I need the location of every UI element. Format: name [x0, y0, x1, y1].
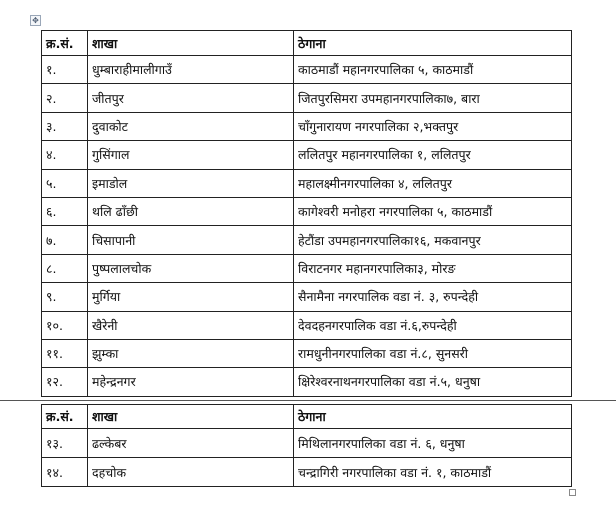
table-row: [42, 339, 572, 367]
table-row: [42, 226, 572, 254]
address-cell[interactable]: चाँगुनारायण नगरपालिका २,भक्तपुर: [294, 112, 572, 140]
branch-header[interactable]: शाखा: [88, 405, 294, 429]
serial-cell[interactable]: ६.: [42, 197, 88, 225]
branch-cell[interactable]: खैरेनी: [88, 311, 294, 339]
branch-cell[interactable]: पुष्पलालचोक: [88, 254, 294, 282]
branch-cell[interactable]: थलि ढाँछी: [88, 197, 294, 225]
address-cell[interactable]: चन्द्रागिरी नगरपालिका वडा नं. १, काठमाडौं: [294, 458, 572, 487]
branch-header[interactable]: शाखा: [88, 31, 294, 56]
branch-table: [41, 30, 572, 397]
address-cell[interactable]: सैनामैना नगरपालिक वडा नं. ३, रुपन्देही: [294, 283, 572, 311]
address-cell[interactable]: ललितपुर महानगरपालिका १, ललितपुर: [294, 141, 572, 169]
address-cell[interactable]: जितपुरसिमरा उपमहानगरपालिका७, बारा: [294, 84, 572, 112]
branch-cell[interactable]: जीतपुर: [88, 84, 294, 112]
address-cell[interactable]: मिथिलानगरपालिका वडा नं. ६, धनुषा: [294, 429, 572, 458]
branch-cell[interactable]: झुम्का: [88, 339, 294, 367]
serial-cell[interactable]: १.: [42, 56, 88, 84]
branch-cell[interactable]: महेन्द्रनगर: [88, 368, 294, 396]
address-cell[interactable]: कागेश्वरी मनोहरा नगरपालिका ५, काठमाडौं: [294, 197, 572, 225]
branch-cell[interactable]: ढल्केबर: [88, 429, 294, 458]
table-row: [42, 254, 572, 282]
serial-cell[interactable]: ९.: [42, 283, 88, 311]
serial-cell[interactable]: ८.: [42, 254, 88, 282]
branch-cell[interactable]: दहचोक: [88, 458, 294, 487]
table-header-row: [42, 405, 572, 429]
serial-cell[interactable]: २.: [42, 84, 88, 112]
address-cell[interactable]: हेटौंडा उपमहानगरपालिका१६, मकवानपुर: [294, 226, 572, 254]
table-row: [42, 112, 572, 140]
serial-cell[interactable]: ७.: [42, 226, 88, 254]
branch-cell[interactable]: गुसिंगाल: [88, 141, 294, 169]
serial-cell[interactable]: ३.: [42, 112, 88, 140]
table-row: [42, 169, 572, 197]
serial-cell[interactable]: १०.: [42, 311, 88, 339]
address-cell[interactable]: महालक्ष्मीनगरपालिका ४, ललितपुर: [294, 169, 572, 197]
serial-header[interactable]: क्र.सं.: [42, 31, 88, 56]
page-break-divider: [0, 400, 616, 401]
address-cell[interactable]: रामधुनीनगरपालिका वडा नं.८, सुनसरी: [294, 339, 572, 367]
branch-table-continued: [41, 404, 572, 487]
table-move-handle-icon[interactable]: ✥: [30, 15, 41, 26]
table-row: [42, 197, 572, 225]
serial-cell[interactable]: १३.: [42, 429, 88, 458]
table-row: [42, 283, 572, 311]
address-header[interactable]: ठेगाना: [294, 405, 572, 429]
branch-cell[interactable]: इमाडोल: [88, 169, 294, 197]
serial-cell[interactable]: ५.: [42, 169, 88, 197]
serial-cell[interactable]: ४.: [42, 141, 88, 169]
table-row: [42, 311, 572, 339]
serial-cell[interactable]: ११.: [42, 339, 88, 367]
address-cell[interactable]: देवदहनगरपालिक वडा नं.६,रुपन्देही: [294, 311, 572, 339]
address-cell[interactable]: विराटनगर महानगरपालिका३, मोरङ: [294, 254, 572, 282]
serial-header[interactable]: क्र.सं.: [42, 405, 88, 429]
table-resize-handle[interactable]: [569, 489, 576, 496]
address-header[interactable]: ठेगाना: [294, 31, 572, 56]
table-row: [42, 84, 572, 112]
serial-cell[interactable]: १२.: [42, 368, 88, 396]
table-row: [42, 429, 572, 458]
branch-cell[interactable]: दुवाकोट: [88, 112, 294, 140]
table-header-row: [42, 31, 572, 56]
serial-cell[interactable]: १४.: [42, 458, 88, 487]
branch-cell[interactable]: चिसापानी: [88, 226, 294, 254]
table-row: [42, 56, 572, 84]
address-cell[interactable]: क्षिरेश्वरनाथनगरपालिका वडा नं.५, धनुषा: [294, 368, 572, 396]
table-row: [42, 141, 572, 169]
address-cell[interactable]: काठमाडौं महानगरपालिका ५, काठमाडौं: [294, 56, 572, 84]
branch-cell[interactable]: धुम्बाराहीमालीगाउँ: [88, 56, 294, 84]
table-row: [42, 458, 572, 487]
table-row: [42, 368, 572, 396]
branch-cell[interactable]: मुर्गिया: [88, 283, 294, 311]
